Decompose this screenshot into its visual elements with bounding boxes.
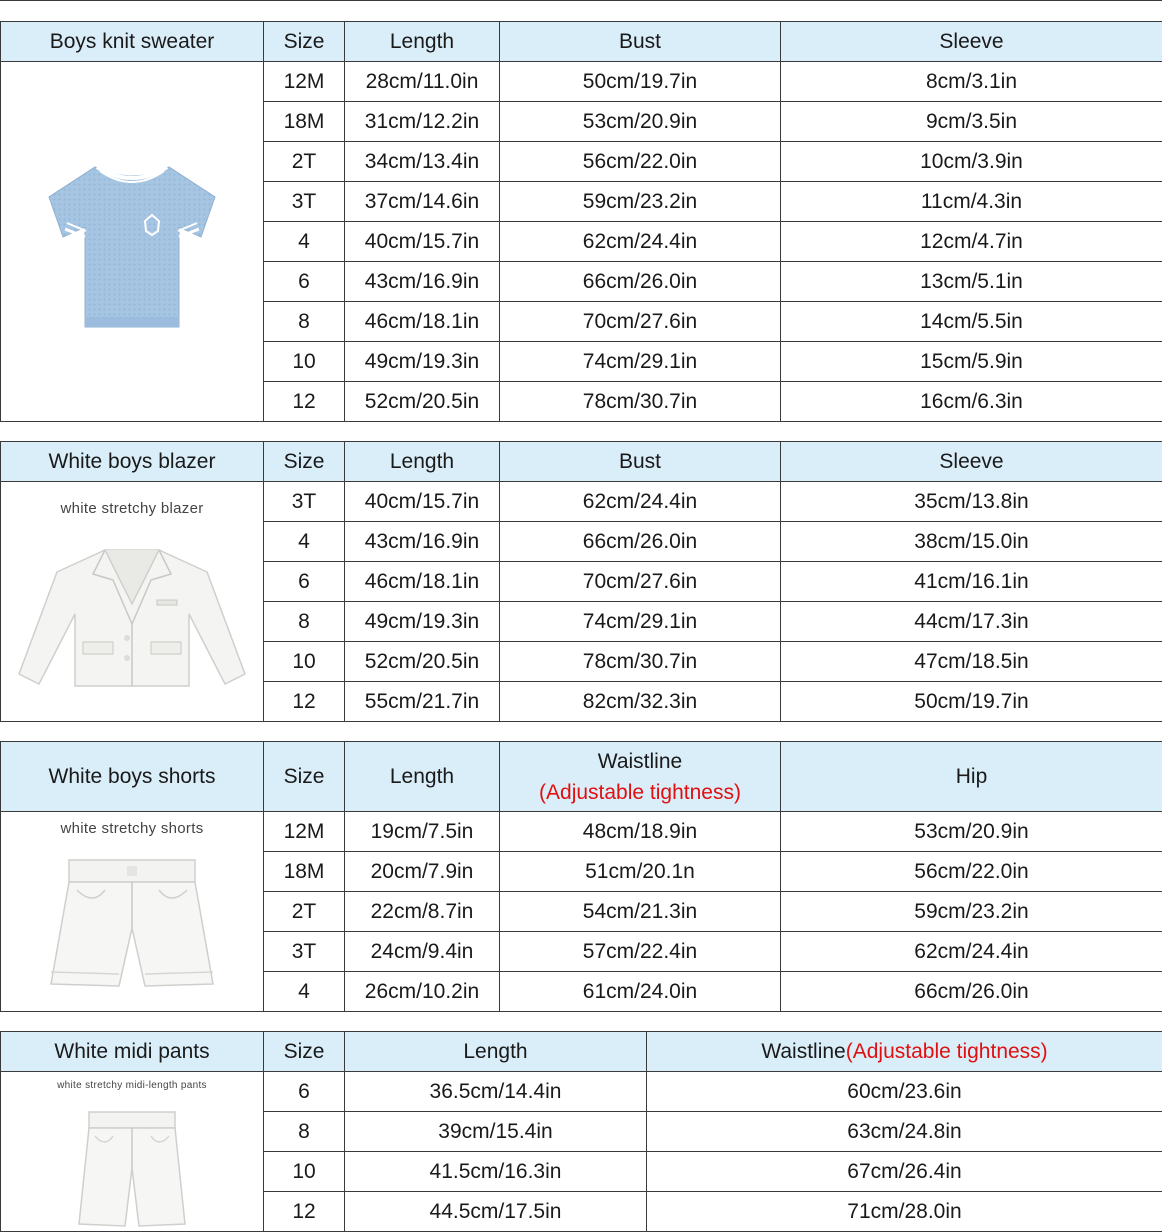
pants-size: 10: [264, 1152, 345, 1192]
shorts-size: 12M: [264, 812, 345, 852]
sweater-title: Boys knit sweater: [1, 22, 264, 62]
pants-size: 12: [264, 1192, 345, 1232]
sweater-size-header: Size: [264, 22, 345, 62]
blazer-length: 40cm/15.7in: [345, 482, 500, 522]
sweater-size: 12: [264, 382, 345, 422]
shorts-hip: 66cm/26.0in: [781, 972, 1162, 1012]
shorts-length: 26cm/10.2in: [345, 972, 500, 1012]
pants-size: 8: [264, 1112, 345, 1152]
sweater-bust: 78cm/30.7in: [500, 382, 781, 422]
blazer-size: 8: [264, 602, 345, 642]
sweater-sleeve: 16cm/6.3in: [781, 382, 1162, 422]
blazer-length: 49cm/19.3in: [345, 602, 500, 642]
pants-length: 41.5cm/16.3in: [345, 1152, 647, 1192]
blazer-size: 3T: [264, 482, 345, 522]
pants-size: 6: [264, 1072, 345, 1112]
sweater-length: 43cm/16.9in: [345, 262, 500, 302]
sweater-length: 34cm/13.4in: [345, 142, 500, 182]
shorts-title: White boys shorts: [1, 742, 264, 812]
blazer-size: 10: [264, 642, 345, 682]
shorts-waist: 57cm/22.4in: [500, 932, 781, 972]
blazer-size-header: Size: [264, 442, 345, 482]
sweater-size: 2T: [264, 142, 345, 182]
blazer-size: 6: [264, 562, 345, 602]
sweater-bust: 50cm/19.7in: [500, 62, 781, 102]
shorts-waist: 48cm/18.9in: [500, 812, 781, 852]
shorts-waist: 51cm/20.1n: [500, 852, 781, 892]
shorts-waist-note: (Adjustable tightness): [500, 777, 780, 808]
blazer-sleeve: 47cm/18.5in: [781, 642, 1162, 682]
shorts-size: 18M: [264, 852, 345, 892]
sweater-sleeve: 9cm/3.5in: [781, 102, 1162, 142]
sweater-size: 8: [264, 302, 345, 342]
sweater-sleeve-header: Sleeve: [781, 22, 1162, 62]
sweater-sleeve: 13cm/5.1in: [781, 262, 1162, 302]
sweater-size-table: [0, 21, 1162, 422]
shorts-hip: 62cm/24.4in: [781, 932, 1162, 972]
table-row: [1, 62, 1162, 102]
shorts-length: 20cm/7.9in: [345, 852, 500, 892]
blazer-length: 43cm/16.9in: [345, 522, 500, 562]
pants-length-header: Length: [345, 1032, 647, 1072]
shorts-length: 24cm/9.4in: [345, 932, 500, 972]
sweater-sleeve: 12cm/4.7in: [781, 222, 1162, 262]
top-border: [0, 0, 1162, 1]
pants-waist: 71cm/28.0in: [647, 1192, 1162, 1232]
pants-waist-label: Waistline: [761, 1040, 845, 1063]
sweater-length: 49cm/19.3in: [345, 342, 500, 382]
sweater-image-cell: [1, 62, 264, 422]
blazer-bust: 66cm/26.0in: [500, 522, 781, 562]
blazer-bust: 82cm/32.3in: [500, 682, 781, 722]
blazer-length: 55cm/21.7in: [345, 682, 500, 722]
shorts-hip-header: Hip: [781, 742, 1162, 812]
blazer-sleeve: 35cm/13.8in: [781, 482, 1162, 522]
shorts-length-header: Length: [345, 742, 500, 812]
table-row: [1, 1072, 1162, 1112]
pants-waist-note: (Adjustable tightness): [846, 1040, 1048, 1063]
pants-caption: white stretchy midi-length pants: [1, 1080, 263, 1092]
shorts-length: 22cm/8.7in: [345, 892, 500, 932]
shorts-caption: white stretchy shorts: [1, 820, 263, 838]
sweater-sleeve: 8cm/3.1in: [781, 62, 1162, 102]
blazer-bust: 74cm/29.1in: [500, 602, 781, 642]
blazer-sleeve-header: Sleeve: [781, 442, 1162, 482]
sweater-bust: 70cm/27.6in: [500, 302, 781, 342]
blazer-size: 12: [264, 682, 345, 722]
sweater-sleeve: 11cm/4.3in: [781, 182, 1162, 222]
blazer-bust-header: Bust: [500, 442, 781, 482]
sweater-length: 31cm/12.2in: [345, 102, 500, 142]
blazer-sleeve: 41cm/16.1in: [781, 562, 1162, 602]
pants-length: 39cm/15.4in: [345, 1112, 647, 1152]
sweater-illustration: [37, 157, 227, 337]
shorts-size: 2T: [264, 892, 345, 932]
sweater-bust: 62cm/24.4in: [500, 222, 781, 262]
shorts-size: 4: [264, 972, 345, 1012]
pants-size-header: Size: [264, 1032, 345, 1072]
blazer-length-header: Length: [345, 442, 500, 482]
sweater-size: 10: [264, 342, 345, 382]
shorts-hip: 56cm/22.0in: [781, 852, 1162, 892]
sweater-sleeve: 14cm/5.5in: [781, 302, 1162, 342]
sweater-bust: 74cm/29.1in: [500, 342, 781, 382]
shorts-hip: 53cm/20.9in: [781, 812, 1162, 852]
shorts-waist-label: Waistline: [500, 746, 780, 777]
sweater-length: 28cm/11.0in: [345, 62, 500, 102]
sweater-bust: 59cm/23.2in: [500, 182, 781, 222]
blazer-bust: 62cm/24.4in: [500, 482, 781, 522]
blazer-size: 4: [264, 522, 345, 562]
pants-image-cell: [1, 1072, 264, 1232]
blazer-sleeve: 50cm/19.7in: [781, 682, 1162, 722]
sweater-bust-header: Bust: [500, 22, 781, 62]
blazer-illustration: [17, 544, 247, 692]
sweater-size: 3T: [264, 182, 345, 222]
blazer-sleeve: 44cm/17.3in: [781, 602, 1162, 642]
blazer-title: White boys blazer: [1, 442, 264, 482]
blazer-header-row: [1, 442, 1162, 482]
shorts-size: 3T: [264, 932, 345, 972]
sweater-sleeve: 10cm/3.9in: [781, 142, 1162, 182]
pants-illustration: [77, 1110, 187, 1228]
pants-header-row: [1, 1032, 1162, 1072]
sweater-bust: 53cm/20.9in: [500, 102, 781, 142]
sweater-size: 18M: [264, 102, 345, 142]
pants-waist: 60cm/23.6in: [647, 1072, 1162, 1112]
shorts-waist: 61cm/24.0in: [500, 972, 781, 1012]
pants-title: White midi pants: [1, 1032, 264, 1072]
blazer-image-cell: [1, 482, 264, 722]
table-row: [1, 812, 1162, 852]
blazer-bust: 70cm/27.6in: [500, 562, 781, 602]
sweater-length: 46cm/18.1in: [345, 302, 500, 342]
blazer-size-table: [0, 441, 1162, 722]
pants-length: 36.5cm/14.4in: [345, 1072, 647, 1112]
blazer-caption: white stretchy blazer: [1, 500, 263, 518]
sweater-sleeve: 15cm/5.9in: [781, 342, 1162, 382]
sweater-size: 12M: [264, 62, 345, 102]
sweater-length: 37cm/14.6in: [345, 182, 500, 222]
sweater-header-row: [1, 22, 1162, 62]
shorts-waist: 54cm/21.3in: [500, 892, 781, 932]
shorts-size-table: [0, 741, 1162, 1012]
shorts-waist-header: [500, 742, 781, 812]
sweater-bust: 66cm/26.0in: [500, 262, 781, 302]
pants-length: 44.5cm/17.5in: [345, 1192, 647, 1232]
pants-waist: 63cm/24.8in: [647, 1112, 1162, 1152]
sweater-length-header: Length: [345, 22, 500, 62]
shorts-illustration: [47, 856, 217, 996]
sweater-size: 4: [264, 222, 345, 262]
table-row: [1, 482, 1162, 522]
shorts-hip: 59cm/23.2in: [781, 892, 1162, 932]
blazer-length: 52cm/20.5in: [345, 642, 500, 682]
blazer-sleeve: 38cm/15.0in: [781, 522, 1162, 562]
shorts-header-row: [1, 742, 1162, 812]
blazer-length: 46cm/18.1in: [345, 562, 500, 602]
pants-waist: 67cm/26.4in: [647, 1152, 1162, 1192]
sweater-size: 6: [264, 262, 345, 302]
shorts-size-header: Size: [264, 742, 345, 812]
shorts-image-cell: [1, 812, 264, 1012]
pants-waist-header: [647, 1032, 1162, 1072]
sweater-length: 52cm/20.5in: [345, 382, 500, 422]
shorts-length: 19cm/7.5in: [345, 812, 500, 852]
pants-size-table: [0, 1031, 1162, 1232]
sweater-bust: 56cm/22.0in: [500, 142, 781, 182]
blazer-bust: 78cm/30.7in: [500, 642, 781, 682]
sweater-length: 40cm/15.7in: [345, 222, 500, 262]
